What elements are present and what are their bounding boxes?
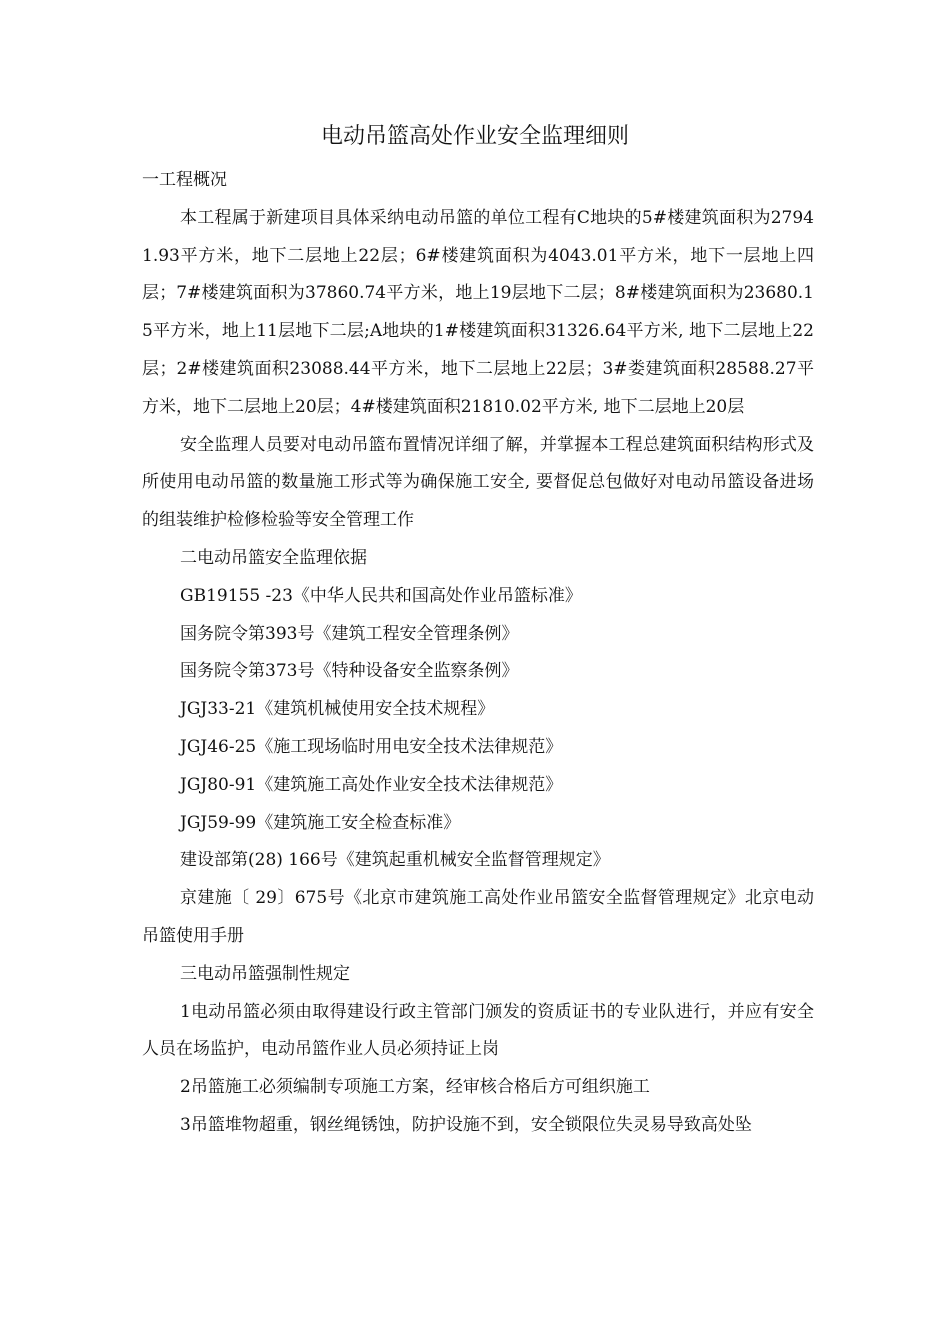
section-heading-basis: 二电动吊篮安全监理依据	[180, 547, 367, 568]
reference-item: JGJ59-99《建筑施工安全检查标准》	[180, 812, 461, 833]
section-heading-overview: 一工程概况	[142, 170, 227, 190]
reference-item: JGJ80-91《建筑施工高处作业安全技术法律规范》	[180, 774, 563, 795]
reference-item: JGJ46-25《施工现场临时用电安全技术法律规范》	[180, 736, 563, 757]
reference-item: 建设部第(28) 166号《建筑起重机械安全监督管理规定》	[180, 850, 610, 871]
rule-item: 1电动吊篮必须由取得建设行政主管部门颁发的资质证书的专业队进行，并应有安全人员在场监护，电动吊篮作业人员必须持证上岗	[142, 1001, 814, 1060]
document-body	[142, 162, 814, 1145]
paragraph-project-description: 本工程属于新建项目具体采纳电动吊篮的单位工程有C地块的5#楼建筑面积为27941.93平方米，地下二层地上22层；6#楼建筑面积为4043.01平方米，地下一层地上四层；7#楼建筑面积为37860.74平方米，地上19层地下二层；8#楼建筑面积为23680.15平方米，地上11层地下二层;A地块的1#楼建筑面积31326.64平方米, 地下二层地上22层；2#楼建筑面积23088.44平方米，地下二层地上22层；3#娄建筑面积28588.27平方米，地下二层地上20层；4#楼建筑面积21810.02平方米, 地下二层地上20层	[142, 207, 814, 417]
rule-item: 2吊篮施工必须编制专项施工方案，经审核合格后方可组织施工	[180, 1077, 650, 1098]
reference-item: GB19155 -23《中华人民共和国高处作业吊篮标准》	[180, 585, 582, 606]
section-heading-mandatory-rules: 三电动吊篮强制性规定	[180, 963, 350, 984]
document-title: 电动吊篮高处作业安全监理细则	[320, 124, 629, 149]
paragraph-supervision-duties: 安全监理人员要对电动吊篮布置情况详细了解，并掌握本工程总建筑面积结构形式及所使用电动吊篮的数量施工形式等为确保施工安全, 要督促总包做好对电动吊篮设备进场的组装维护检修检验等安全管理工作	[142, 434, 814, 531]
reference-item: 京建施〔 29〕675号《北京市建筑施工高处作业吊篮安全监督管理规定》北京电动吊篮使用手册	[142, 888, 814, 946]
reference-item: 国务院令第373号《特种设备安全监察条例》	[180, 661, 519, 682]
rule-item: 3吊篮堆物超重，钢丝绳锈蚀，防护设施不到，安全锁限位失灵易导致高处坠	[180, 1114, 752, 1135]
reference-item: JGJ33-21《建筑机械使用安全技术规程》	[180, 699, 495, 720]
reference-item: 国务院令第393号《建筑工程安全管理条例》	[180, 623, 519, 644]
